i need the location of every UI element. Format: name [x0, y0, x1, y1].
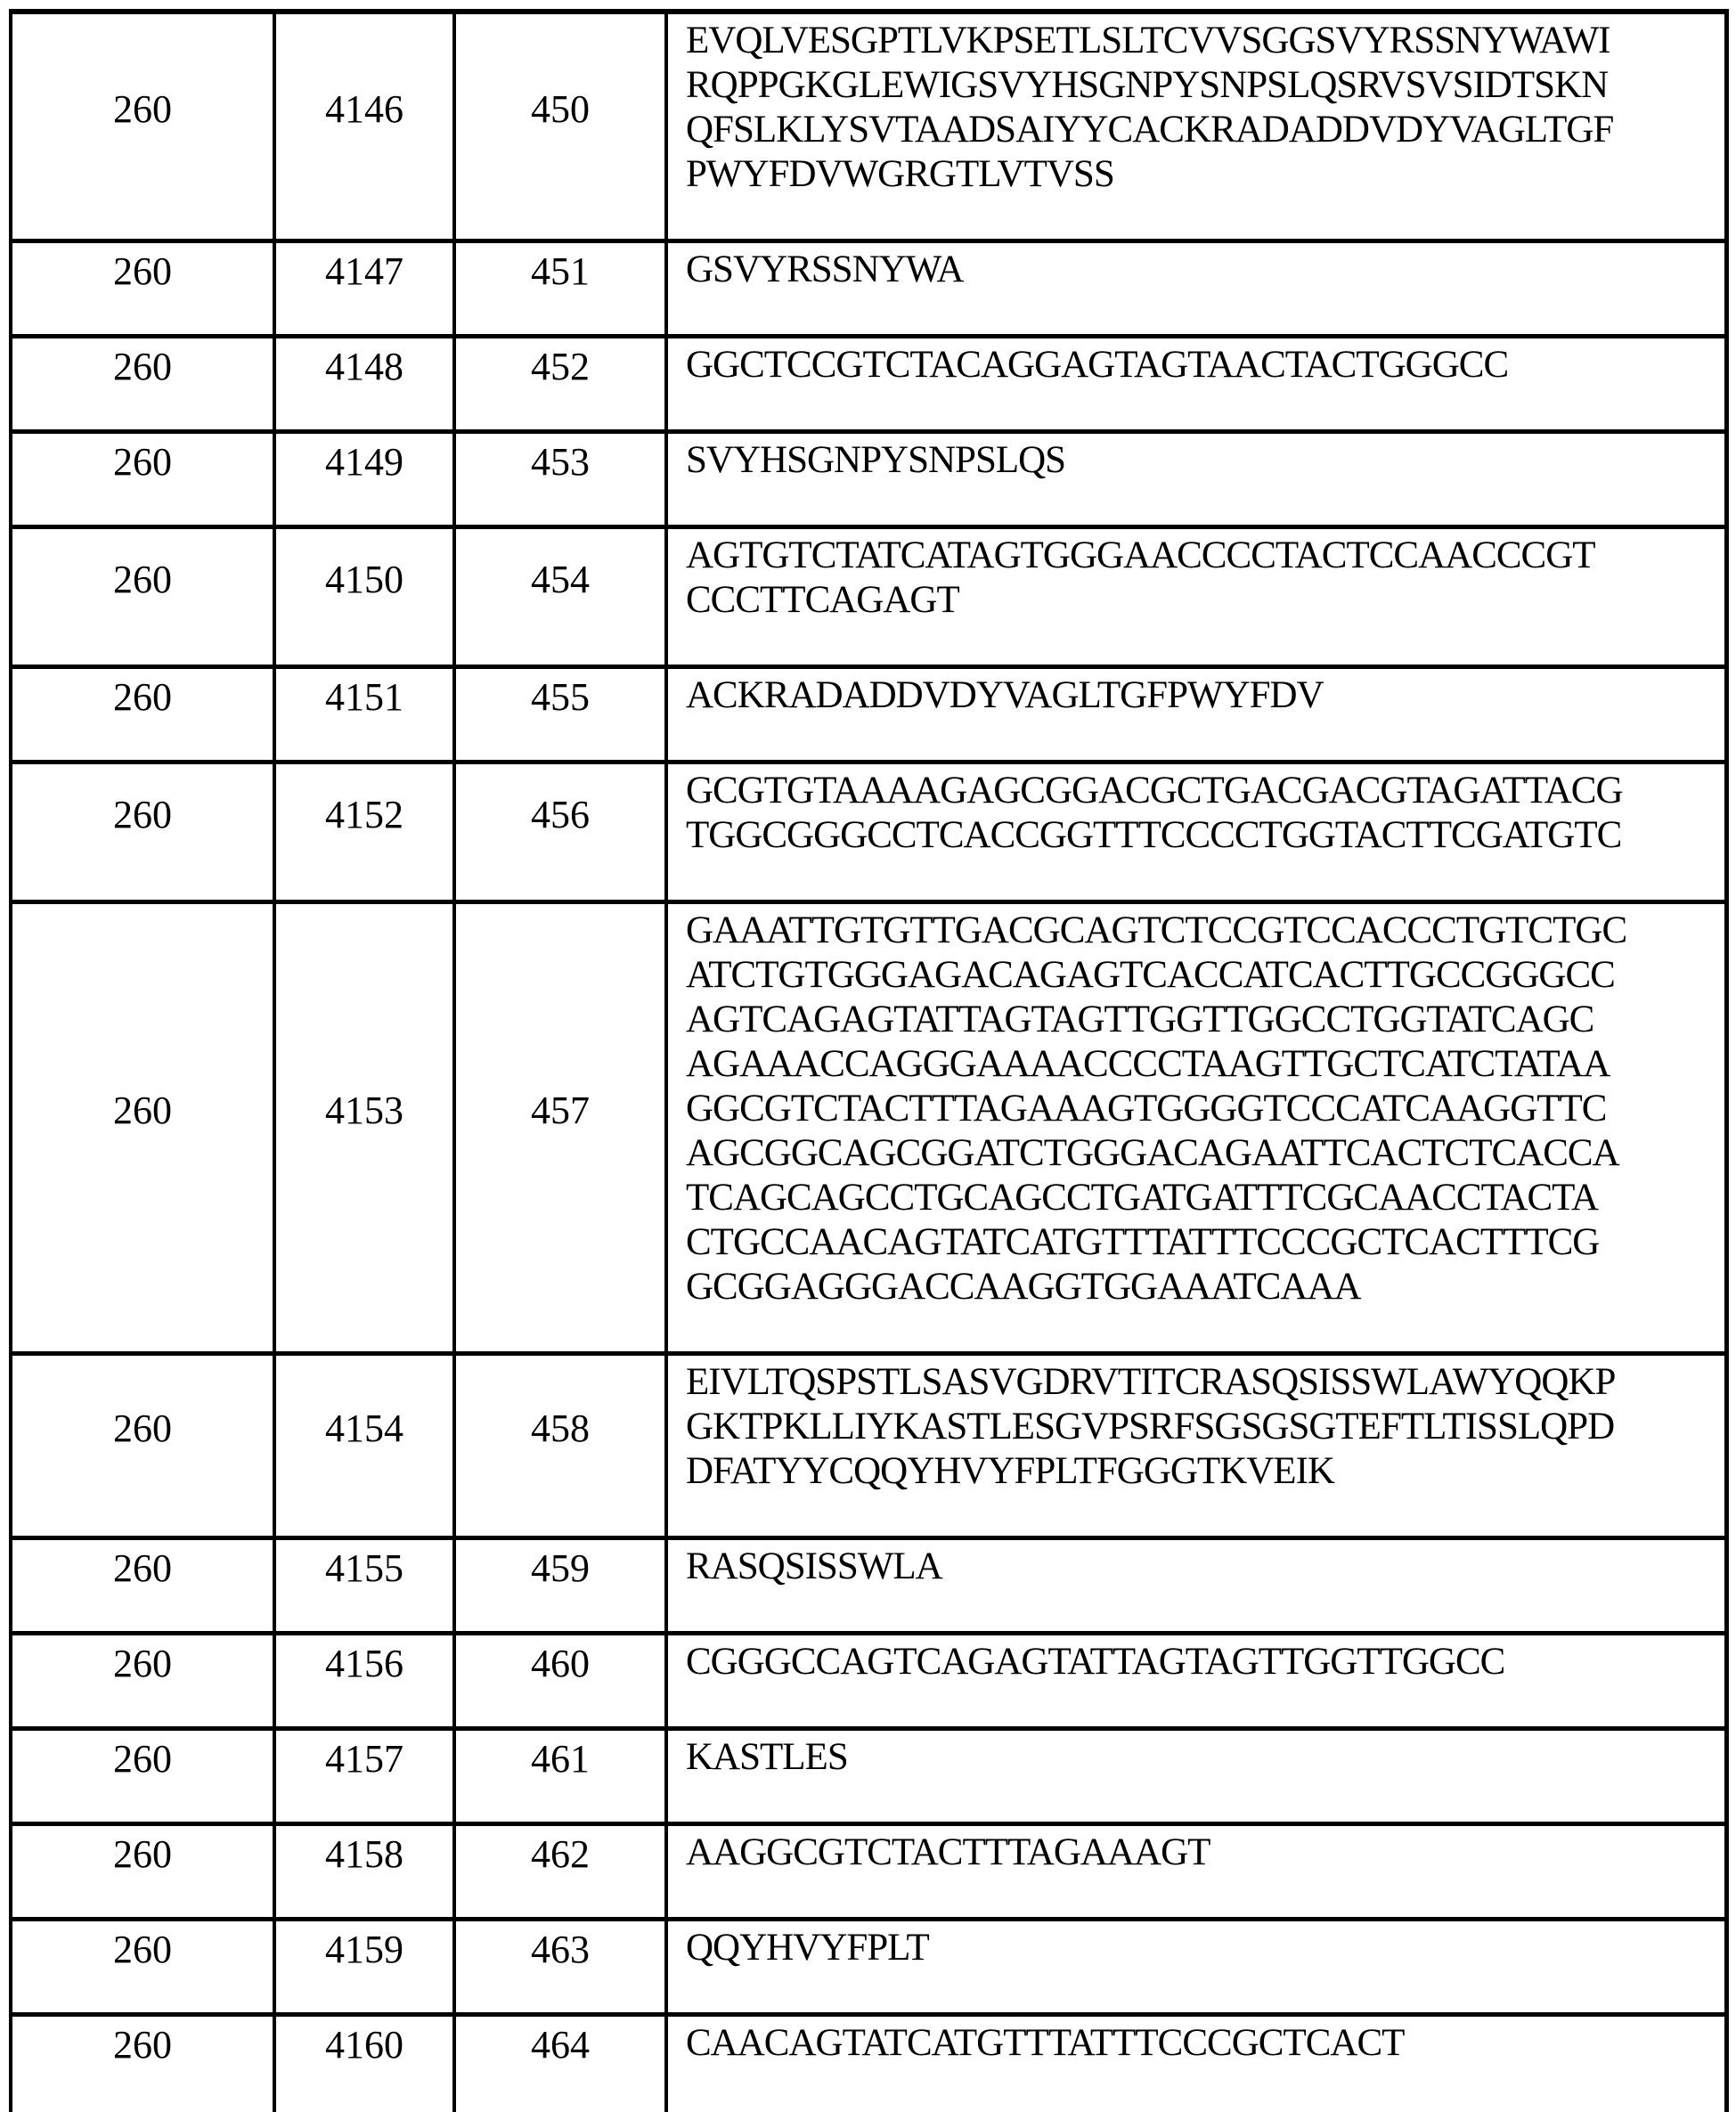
table-row [12, 434, 1724, 529]
sequence-line: GCGTGTAAAAGAGCGGACGCTGACGACGTAGATTACG [686, 770, 1623, 811]
col2-cell [276, 904, 456, 1351]
sequence-line: CCCTTCAGAGT [686, 579, 959, 621]
col1-cell [12, 2017, 276, 2112]
sequence-line: TCAGCAGCCTGCAGCCTGATGATTTCGCAACCTACTA [686, 1177, 1598, 1219]
sequence-line: AGTGTCTATCATAGTGGGAACCCCTACTCCAACCCGT [686, 534, 1595, 576]
table-row [12, 1540, 1724, 1635]
col1-value: 260 [113, 249, 172, 293]
col3-value: 464 [531, 2023, 590, 2067]
col2-value: 4154 [325, 1407, 403, 1450]
col1-value: 260 [113, 345, 172, 388]
col1-value: 260 [113, 558, 172, 601]
col2-cell [276, 2017, 456, 2112]
sequence-cell [668, 1540, 1724, 1631]
col1-value: 260 [113, 1928, 172, 1971]
sequence-line: AGAAACCAGGGAAAACCCCTAAGTTGCTCATCTATAA [686, 1043, 1610, 1085]
col2-cell [276, 1731, 456, 1822]
table-row [12, 1635, 1724, 1731]
sequence-cell [668, 1356, 1724, 1536]
col2-value: 4151 [325, 675, 403, 719]
sequence-line: AAGGCGTCTACTTTAGAAAGT [686, 1831, 1210, 1873]
col3-cell [456, 1635, 668, 1726]
sequence-line: GAAATTGTGTTGACGCAGTCTCCGTCCACCCTGTCTGC [686, 909, 1627, 951]
col1-cell [12, 764, 276, 900]
col2-cell [276, 243, 456, 334]
col1-value: 260 [113, 1407, 172, 1450]
col3-value: 460 [531, 1642, 590, 1685]
col1-cell [12, 1356, 276, 1536]
col2-cell [276, 1826, 456, 1917]
col2-value: 4160 [325, 2023, 403, 2067]
col1-cell [12, 1921, 276, 2012]
col3-cell [456, 338, 668, 429]
sequence-line: GKTPKLLIYKASTLESGVPSRFSGSGSGTEFTLTISSLQPD [686, 1406, 1615, 1447]
col3-cell [456, 1540, 668, 1631]
sequence-line: GSVYRSSNYWA [686, 249, 964, 290]
sequence-cell [668, 1731, 1724, 1822]
sequence-line: SVYHSGNPYSNPSLQS [686, 439, 1066, 481]
sequence-line: TGGCGGGCCTCACCGGTTTCCCCTGGTACTTCGATGTC [686, 814, 1622, 856]
col3-cell [456, 1731, 668, 1822]
col1-cell [12, 1731, 276, 1822]
sequence-line: GGCTCCGTCTACAGGAGTAGTAACTACTGGGCC [686, 344, 1509, 386]
col2-cell [276, 434, 456, 525]
table-row [12, 2017, 1724, 2112]
col1-cell [12, 434, 276, 525]
col1-value: 260 [113, 1642, 172, 1685]
col2-cell [276, 1540, 456, 1631]
col3-cell [456, 14, 668, 239]
col3-value: 458 [531, 1407, 590, 1450]
col3-value: 459 [531, 1546, 590, 1590]
table-row [12, 529, 1724, 669]
col2-cell [276, 669, 456, 760]
sequence-cell [668, 338, 1724, 429]
col3-cell [456, 1921, 668, 2012]
col2-value: 4159 [325, 1928, 403, 1971]
col3-cell [456, 529, 668, 665]
col1-cell [12, 1540, 276, 1631]
sequence-line: QFSLKLYSVTAADSAIYYCACKRADADDVDYVAGLTGF [686, 109, 1614, 151]
col1-value: 260 [113, 1089, 172, 1132]
col2-value: 4148 [325, 345, 403, 388]
col3-cell [456, 1356, 668, 1536]
col2-value: 4157 [325, 1737, 403, 1781]
table-row [12, 243, 1724, 338]
sequence-line: CTGCCAACAGTATCATGTTTATTTCCCGCTCACTTTCG [686, 1221, 1600, 1263]
sequence-cell [668, 669, 1724, 760]
col3-value: 456 [531, 793, 590, 836]
table-row [12, 1826, 1724, 1921]
sequence-line: GCGGAGGGACCAAGGTGGAAATCAAA [686, 1266, 1361, 1308]
col2-value: 4146 [325, 87, 403, 131]
col3-cell [456, 669, 668, 760]
sequence-cell [668, 2017, 1724, 2112]
table-row [12, 338, 1724, 434]
col1-value: 260 [113, 1832, 172, 1876]
sequence-line: EVQLVESGPTLVKPSETLSLTCVVSGGSVYRSSNYWAWI [686, 20, 1610, 61]
col2-cell [276, 14, 456, 239]
col2-value: 4153 [325, 1089, 403, 1132]
table-row [12, 1356, 1724, 1540]
col3-cell [456, 904, 668, 1351]
sequence-line: GGCGTCTACTTTAGAAAGTGGGGTCCCATCAAGGTTC [686, 1088, 1607, 1129]
col1-value: 260 [113, 440, 172, 484]
col2-value: 4152 [325, 793, 403, 836]
col3-value: 453 [531, 440, 590, 484]
sequence-cell [668, 529, 1724, 665]
sequence-cell [668, 904, 1724, 1351]
sequence-line: DFATYYCQQYHVYFPLTFGGGTKVEIK [686, 1450, 1334, 1492]
col3-value: 451 [531, 249, 590, 293]
sequence-line: ACKRADADDVDYVAGLTGFPWYFDV [686, 674, 1324, 716]
col1-value: 260 [113, 675, 172, 719]
col3-value: 454 [531, 558, 590, 601]
sequence-cell [668, 764, 1724, 900]
col1-cell [12, 338, 276, 429]
col2-value: 4158 [325, 1832, 403, 1876]
sequence-line: KASTLES [686, 1736, 848, 1778]
col1-value: 260 [113, 1737, 172, 1781]
table-row [12, 669, 1724, 764]
col1-cell [12, 669, 276, 760]
sequence-cell [668, 14, 1724, 239]
col1-cell [12, 1635, 276, 1726]
sequence-line: RASQSISSWLA [686, 1545, 942, 1587]
col1-value: 260 [113, 793, 172, 836]
sequence-line: QQYHVYFPLT [686, 1927, 929, 1969]
col2-cell [276, 338, 456, 429]
col2-cell [276, 764, 456, 900]
col3-value: 452 [531, 345, 590, 388]
col3-cell [456, 1826, 668, 1917]
sequence-line: ATCTGTGGGAGACAGAGTCACCATCACTTGCCGGGCC [686, 954, 1615, 996]
col1-cell [12, 14, 276, 239]
col3-cell [456, 243, 668, 334]
col3-cell [456, 2017, 668, 2112]
col1-cell [12, 529, 276, 665]
col3-value: 455 [531, 675, 590, 719]
sequence-line: AGCGGCAGCGGATCTGGGACAGAATTCACTCTCACCA [686, 1132, 1619, 1174]
col1-cell [12, 243, 276, 334]
sequence-cell [668, 434, 1724, 525]
table-row [12, 1731, 1724, 1826]
col2-cell [276, 1356, 456, 1536]
table-row [12, 1921, 1724, 2017]
table-row [12, 764, 1724, 904]
table-row [12, 904, 1724, 1356]
col3-cell [456, 764, 668, 900]
col3-value: 462 [531, 1832, 590, 1876]
col2-value: 4156 [325, 1642, 403, 1685]
col1-cell [12, 904, 276, 1351]
col2-value: 4155 [325, 1546, 403, 1590]
sequence-line: AGTCAGAGTATTAGTAGTTGGTTGGCCTGGTATCAGC [686, 999, 1594, 1040]
col1-value: 260 [113, 2023, 172, 2067]
sequence-cell [668, 243, 1724, 334]
sequence-line: CGGGCCAGTCAGAGTATTAGTAGTTGGTTGGCC [686, 1641, 1505, 1683]
sequence-cell [668, 1921, 1724, 2012]
col1-value: 260 [113, 87, 172, 131]
col1-cell [12, 1826, 276, 1917]
sequence-line: RQPPGKGLEWIGSVYHSGNPYSNPSLQSRVSVSIDTSKN [686, 64, 1609, 106]
col3-cell [456, 434, 668, 525]
col2-value: 4149 [325, 440, 403, 484]
col2-value: 4147 [325, 249, 403, 293]
col1-value: 260 [113, 1546, 172, 1590]
col2-cell [276, 1635, 456, 1726]
table-row [12, 14, 1724, 243]
sequence-listing-table [9, 9, 1729, 2112]
col3-value: 457 [531, 1089, 590, 1132]
sequence-cell [668, 1635, 1724, 1726]
col2-cell [276, 529, 456, 665]
sequence-line: EIVLTQSPSTLSASVGDRVTITCRASQSISSWLAWYQQKP [686, 1361, 1616, 1403]
col3-value: 463 [531, 1928, 590, 1971]
col3-value: 450 [531, 87, 590, 131]
sequence-line: CAACAGTATCATGTTTATTTCCCGCTCACT [686, 2022, 1405, 2064]
sequence-line: PWYFDVWGRGTLVTVSS [686, 153, 1114, 195]
sequence-cell [668, 1826, 1724, 1917]
col3-value: 461 [531, 1737, 590, 1781]
col2-value: 4150 [325, 558, 403, 601]
col2-cell [276, 1921, 456, 2012]
